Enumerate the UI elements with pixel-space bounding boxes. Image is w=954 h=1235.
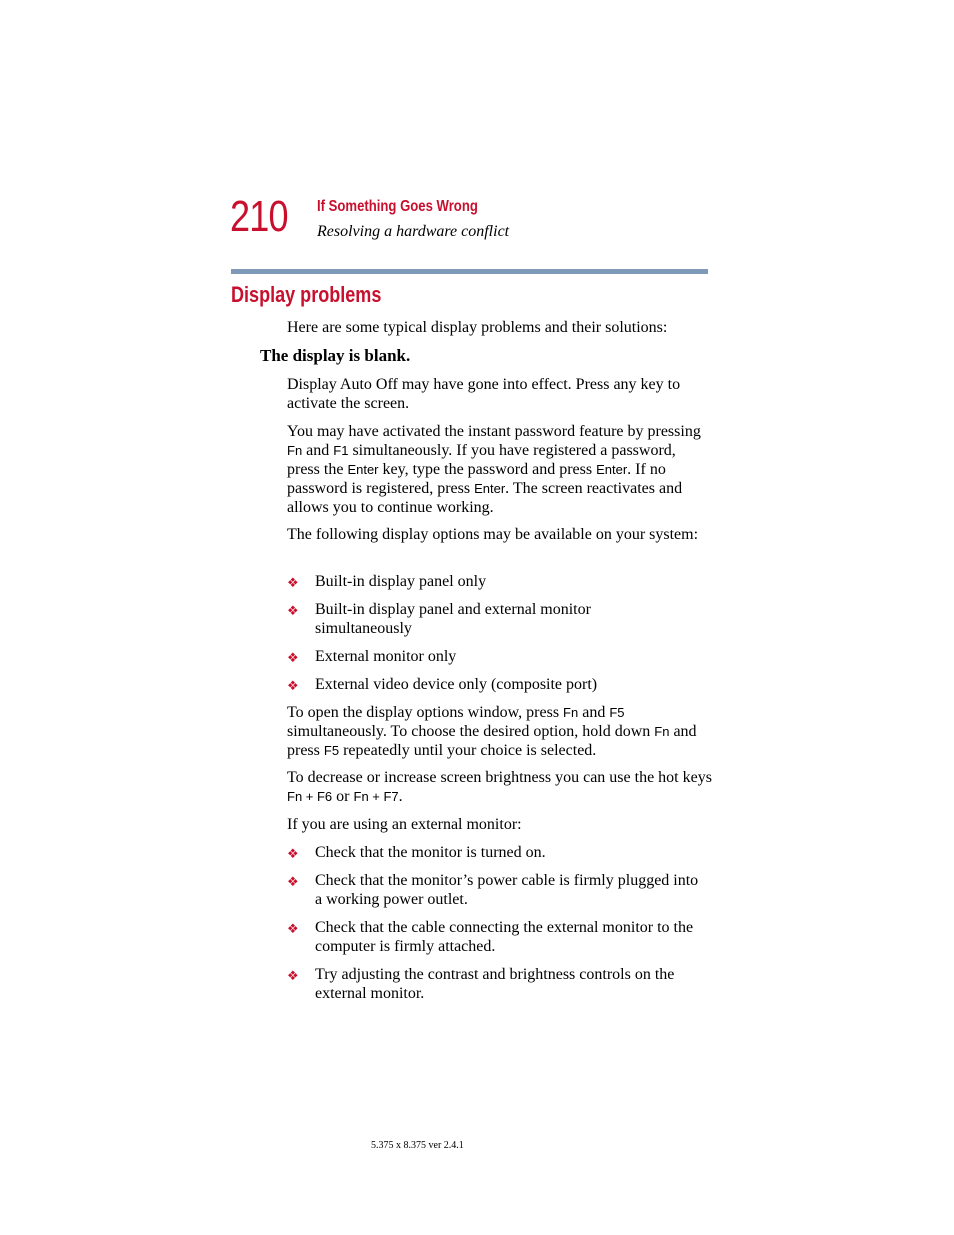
key-label: F1 bbox=[333, 443, 349, 458]
bullet-icon: ❖ bbox=[287, 603, 299, 618]
page-number: 210 bbox=[230, 192, 288, 241]
list-item: External video device only (composite port) bbox=[315, 676, 598, 693]
text-run: . If no password is registered, press bbox=[287, 461, 666, 497]
bullet-icon: ❖ bbox=[287, 921, 299, 936]
key-label: Enter bbox=[596, 462, 628, 477]
bullet-icon: ❖ bbox=[287, 650, 299, 665]
list-item: Try adjusting the contrast and brightness controls on the external monitor. bbox=[315, 966, 675, 1002]
brightness-paragraph bbox=[287, 768, 712, 806]
key-label: Fn bbox=[563, 705, 579, 720]
bullet-icon: ❖ bbox=[287, 575, 299, 590]
chapter-title: If Something Goes Wrong bbox=[317, 198, 478, 215]
password-paragraph bbox=[287, 422, 712, 517]
text-run: or bbox=[332, 788, 354, 805]
text-run: You may have activated the instant password feature by pressing bbox=[287, 423, 701, 440]
text-run: key, type the password and press bbox=[378, 461, 597, 478]
key-label: Fn bbox=[654, 724, 670, 739]
list-item: External monitor only bbox=[315, 648, 457, 665]
list-item: Check that the cable connecting the external monitor to the computer is firmly attached. bbox=[315, 919, 694, 955]
external-monitor-paragraph: If you are using an external monitor: bbox=[287, 816, 522, 833]
text-run: and bbox=[578, 704, 610, 721]
display-options-paragraph bbox=[287, 703, 712, 760]
text-run: . bbox=[398, 788, 403, 805]
key-label: F5 bbox=[323, 743, 340, 758]
intro-paragraph: Here are some typical display problems and their solutions: bbox=[287, 319, 668, 336]
key-label: Fn + F7 bbox=[353, 789, 399, 804]
section-subtitle: Resolving a hardware conflict bbox=[317, 223, 510, 240]
text-run: repeatedly until your choice is selected. bbox=[339, 742, 597, 759]
text-run: To open the display options window, press bbox=[287, 704, 564, 721]
key-label: Enter bbox=[347, 462, 379, 477]
key-label: F5 bbox=[609, 705, 625, 720]
header-divider bbox=[231, 269, 708, 274]
text-run: . The screen reactivates and allows you to continue working. bbox=[287, 480, 683, 516]
list-item: Check that the monitor’s power cable is firmly plugged into a working power outlet. bbox=[315, 872, 699, 908]
bullet-icon: ❖ bbox=[287, 678, 299, 693]
page-footer: 5.375 x 8.375 ver 2.4.1 bbox=[371, 1140, 464, 1151]
list-item: Check that the monitor is turned on. bbox=[315, 844, 546, 861]
bullet-icon: ❖ bbox=[287, 968, 299, 983]
text-run: and bbox=[302, 442, 334, 459]
list-item: Built-in display panel only bbox=[315, 573, 487, 590]
options-paragraph: The following display options may be available on your system: bbox=[287, 526, 699, 543]
auto-off-paragraph: Display Auto Off may have gone into effect. Press any key to activate the screen. bbox=[287, 376, 681, 412]
bullet-icon: ❖ bbox=[287, 874, 299, 889]
key-label: Enter bbox=[474, 481, 506, 496]
problem-subheading: The display is blank. bbox=[260, 346, 411, 365]
key-label: Fn bbox=[287, 443, 303, 458]
text-run: and press bbox=[287, 723, 697, 759]
text-run: simultaneously. If you have registered a password, press the bbox=[287, 442, 676, 478]
bullet-icon: ❖ bbox=[287, 846, 299, 861]
list-item: Built-in display panel and external monitor simultaneously bbox=[315, 601, 591, 637]
section-heading: Display problems bbox=[231, 282, 382, 307]
text-run: simultaneously. To choose the desired option, hold down bbox=[287, 723, 655, 740]
text-run: To decrease or increase screen brightness you can use the hot keys bbox=[287, 769, 712, 786]
key-label: Fn + F6 bbox=[287, 789, 333, 804]
